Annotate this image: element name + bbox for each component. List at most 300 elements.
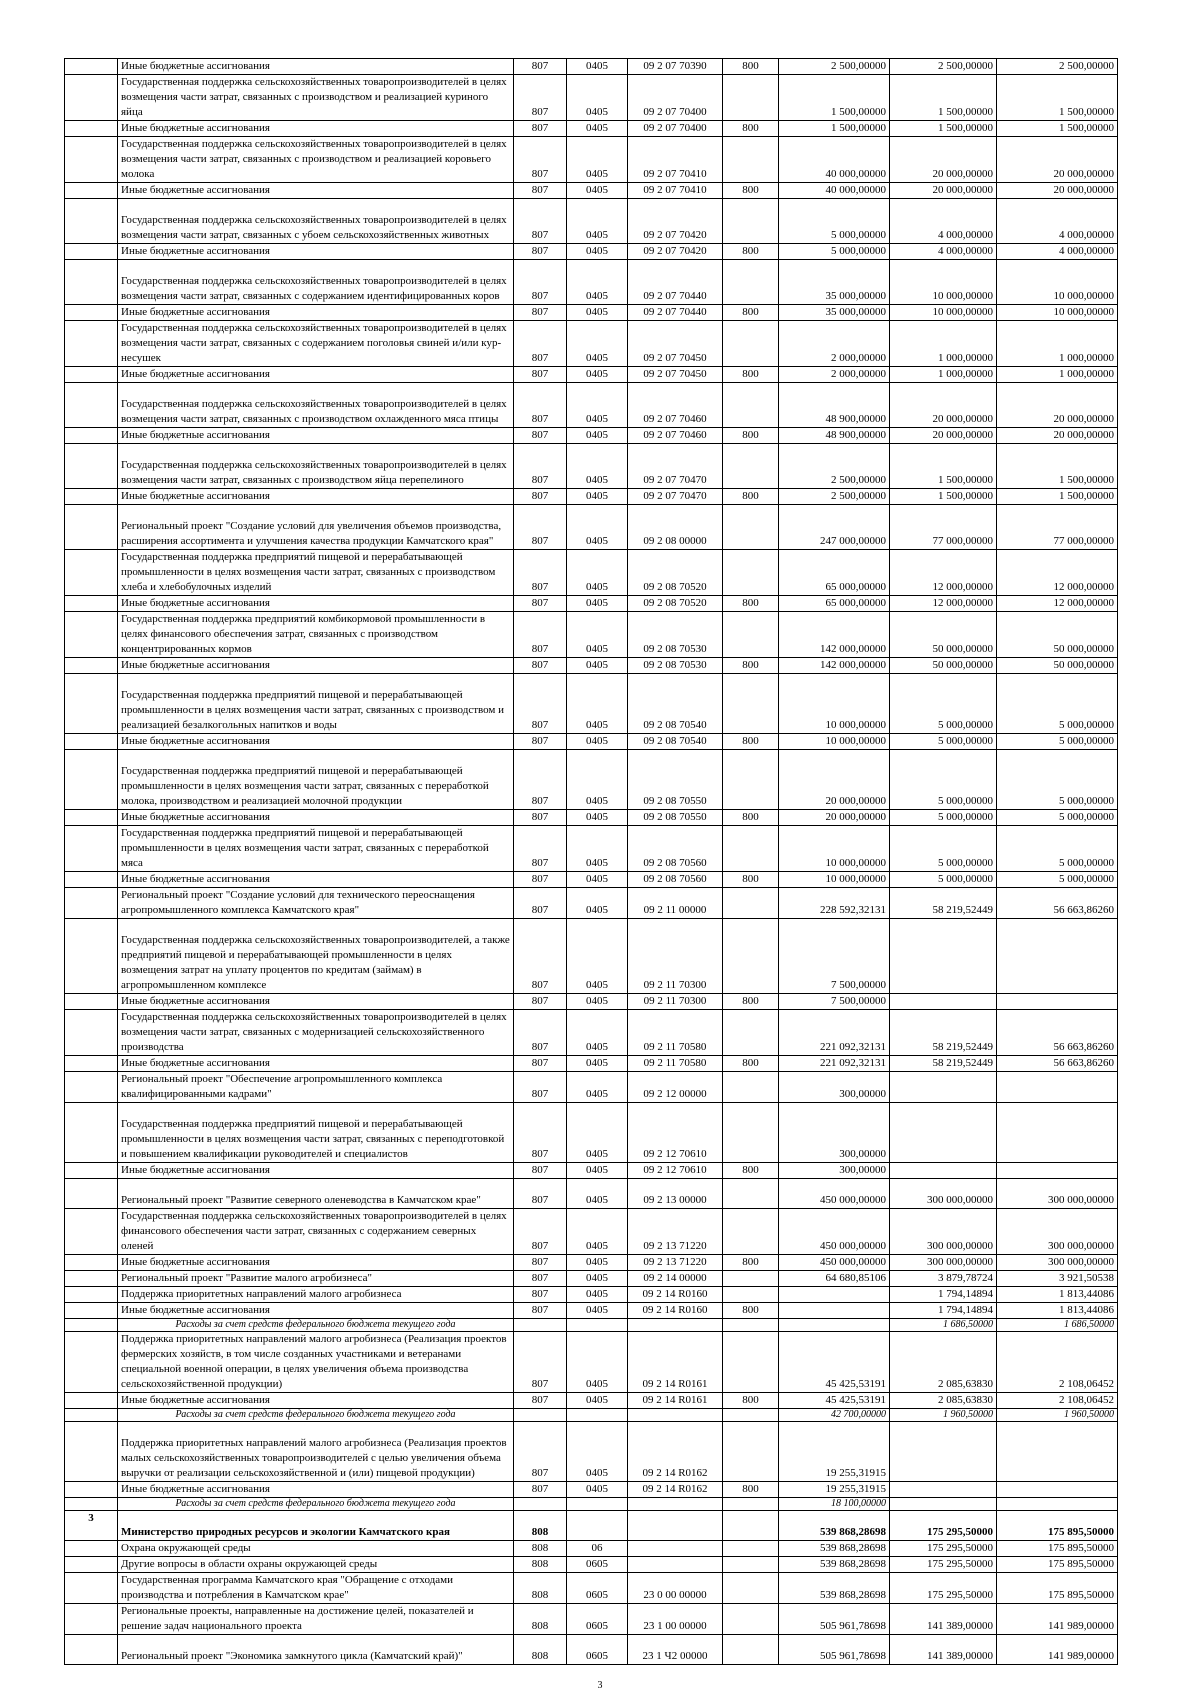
row-grbs: 808 [514, 1541, 567, 1557]
row-amount-year1: 42 700,00000 [779, 1409, 890, 1422]
row-section: 0405 [567, 244, 628, 260]
row-amount-year3: 5 000,00000 [997, 734, 1118, 750]
table-row [65, 1482, 1118, 1498]
table-row [65, 1010, 1118, 1056]
row-expense-type [723, 1635, 779, 1665]
row-target-article: 09 2 08 70550 [628, 750, 723, 810]
row-target-article: 09 2 12 70610 [628, 1163, 723, 1179]
row-amount-year3: 1 000,00000 [997, 367, 1118, 383]
row-target-article: 09 2 14 R0162 [628, 1422, 723, 1482]
row-amount-year3: 5 000,00000 [997, 810, 1118, 826]
row-amount-year3: 12 000,00000 [997, 550, 1118, 596]
row-amount-year3: 20 000,00000 [997, 137, 1118, 183]
row-number [65, 1482, 118, 1498]
table-row [65, 1163, 1118, 1179]
row-amount-year3: 175 895,50000 [997, 1557, 1118, 1573]
row-expense-type: 800 [723, 489, 779, 505]
row-grbs: 807 [514, 826, 567, 872]
row-amount-year2: 2 085,63830 [890, 1332, 997, 1393]
row-section: 0405 [567, 444, 628, 489]
row-grbs: 807 [514, 919, 567, 994]
row-name: Иные бюджетные ассигнования [118, 596, 514, 612]
row-number [65, 1103, 118, 1163]
row-target-article: 09 2 11 70580 [628, 1010, 723, 1056]
row-number [65, 919, 118, 994]
row-expense-type: 800 [723, 121, 779, 137]
row-expense-type [723, 1103, 779, 1163]
row-amount-year1: 18 100,00000 [779, 1498, 890, 1511]
row-name: Иные бюджетные ассигнования [118, 1303, 514, 1319]
row-amount-year1: 65 000,00000 [779, 550, 890, 596]
row-grbs: 807 [514, 1163, 567, 1179]
row-amount-year2: 175 295,50000 [890, 1511, 997, 1541]
row-section: 0405 [567, 1287, 628, 1303]
row-amount-year2: 2 500,00000 [890, 59, 997, 75]
row-grbs: 807 [514, 1179, 567, 1209]
row-target-article: 09 2 11 00000 [628, 888, 723, 919]
row-target-article: 09 2 07 70420 [628, 244, 723, 260]
row-section: 0405 [567, 1010, 628, 1056]
row-name: Государственная поддержка сельскохозяйственных товаропроизводителей в целях возмещения части затрат, связанных с убоем сельскохозяйственных животных [118, 199, 514, 244]
row-amount-year2: 300 000,00000 [890, 1255, 997, 1271]
row-amount-year3: 5 000,00000 [997, 826, 1118, 872]
row-amount-year1: 539 868,28698 [779, 1573, 890, 1604]
row-section [567, 1498, 628, 1511]
row-target-article: 09 2 11 70300 [628, 994, 723, 1010]
row-grbs: 807 [514, 596, 567, 612]
row-grbs: 807 [514, 1072, 567, 1103]
row-name: Региональный проект "Обеспечение агропромышленного комплекса квалифицированными кадрами" [118, 1072, 514, 1103]
table-row [65, 367, 1118, 383]
row-section: 0405 [567, 1072, 628, 1103]
row-amount-year2: 4 000,00000 [890, 199, 997, 244]
table-row [65, 1179, 1118, 1209]
row-number [65, 1573, 118, 1604]
row-name: Расходы за счет средств федерального бюджета текущего года [118, 1498, 514, 1511]
row-grbs: 807 [514, 1287, 567, 1303]
row-amount-year1: 45 425,53191 [779, 1332, 890, 1393]
row-section: 0405 [567, 1103, 628, 1163]
table-row [65, 383, 1118, 428]
table-row [65, 550, 1118, 596]
row-target-article: 09 2 14 R0161 [628, 1332, 723, 1393]
row-target-article: 09 2 14 00000 [628, 1271, 723, 1287]
row-number [65, 1287, 118, 1303]
row-expense-type [723, 1511, 779, 1541]
row-name: Иные бюджетные ассигнования [118, 1482, 514, 1498]
row-grbs [514, 1319, 567, 1332]
row-name: Иные бюджетные ассигнования [118, 994, 514, 1010]
row-number [65, 75, 118, 121]
row-name: Государственная поддержка сельскохозяйственных товаропроизводителей в целях возмещения части затрат, связанных с производством и реализацией куриного яйца [118, 75, 514, 121]
row-section: 0405 [567, 919, 628, 994]
row-amount-year2: 20 000,00000 [890, 383, 997, 428]
row-grbs: 807 [514, 1303, 567, 1319]
row-grbs: 807 [514, 1422, 567, 1482]
row-grbs: 808 [514, 1557, 567, 1573]
row-amount-year3: 1 813,44086 [997, 1287, 1118, 1303]
table-row [65, 244, 1118, 260]
row-section: 0405 [567, 1056, 628, 1072]
table-row [65, 750, 1118, 810]
row-section: 0405 [567, 550, 628, 596]
row-grbs: 807 [514, 367, 567, 383]
row-grbs: 807 [514, 444, 567, 489]
row-grbs: 807 [514, 750, 567, 810]
row-amount-year1: 2 500,00000 [779, 444, 890, 489]
row-expense-type: 800 [723, 1255, 779, 1271]
row-grbs: 807 [514, 137, 567, 183]
row-amount-year3 [997, 1422, 1118, 1482]
row-amount-year2: 1 794,14894 [890, 1303, 997, 1319]
row-grbs: 808 [514, 1635, 567, 1665]
row-amount-year1: 10 000,00000 [779, 674, 890, 734]
row-amount-year2: 20 000,00000 [890, 183, 997, 199]
table-row [65, 489, 1118, 505]
row-grbs: 807 [514, 734, 567, 750]
table-row [65, 1393, 1118, 1409]
row-expense-type [723, 1541, 779, 1557]
row-amount-year2: 58 219,52449 [890, 1010, 997, 1056]
row-amount-year2: 3 879,78724 [890, 1271, 997, 1287]
row-number [65, 1604, 118, 1635]
row-number [65, 1422, 118, 1482]
row-amount-year3: 56 663,86260 [997, 1010, 1118, 1056]
row-name: Другие вопросы в области охраны окружающей среды [118, 1557, 514, 1573]
row-target-article: 23 1 Ч2 00000 [628, 1635, 723, 1665]
row-number [65, 994, 118, 1010]
table-row [65, 872, 1118, 888]
federal-budget-note-row [65, 1409, 1118, 1422]
row-target-article: 09 2 13 71220 [628, 1255, 723, 1271]
row-number [65, 260, 118, 305]
row-section: 0405 [567, 1482, 628, 1498]
row-target-article: 23 0 00 00000 [628, 1573, 723, 1604]
row-amount-year1: 221 092,32131 [779, 1056, 890, 1072]
table-row [65, 321, 1118, 367]
row-target-article: 09 2 07 70390 [628, 59, 723, 75]
row-amount-year1: 142 000,00000 [779, 612, 890, 658]
row-section: 0405 [567, 137, 628, 183]
table-row [65, 1573, 1118, 1604]
row-amount-year3: 4 000,00000 [997, 199, 1118, 244]
row-number [65, 183, 118, 199]
row-amount-year2 [890, 1422, 997, 1482]
row-target-article: 09 2 08 70550 [628, 810, 723, 826]
row-amount-year3: 1 960,50000 [997, 1409, 1118, 1422]
row-number [65, 810, 118, 826]
row-amount-year2: 1 960,50000 [890, 1409, 997, 1422]
row-amount-year1: 19 255,31915 [779, 1482, 890, 1498]
row-grbs: 807 [514, 305, 567, 321]
row-expense-type [723, 919, 779, 994]
row-amount-year2: 5 000,00000 [890, 810, 997, 826]
row-expense-type [723, 1319, 779, 1332]
row-amount-year2: 175 295,50000 [890, 1573, 997, 1604]
table-row [65, 444, 1118, 489]
row-amount-year3 [997, 919, 1118, 994]
row-number [65, 1319, 118, 1332]
row-amount-year3: 20 000,00000 [997, 383, 1118, 428]
row-name: Региональный проект "Создание условий для увеличения объемов производства, расширения ассортимента и улучшения качества продукции Камчатского края" [118, 505, 514, 550]
row-amount-year2: 77 000,00000 [890, 505, 997, 550]
row-name: Поддержка приоритетных направлений малого агробизнеса [118, 1287, 514, 1303]
row-section: 0405 [567, 674, 628, 734]
row-expense-type: 800 [723, 59, 779, 75]
row-expense-type [723, 612, 779, 658]
row-name: Иные бюджетные ассигнования [118, 305, 514, 321]
row-amount-year3: 300 000,00000 [997, 1255, 1118, 1271]
row-amount-year3: 175 895,50000 [997, 1511, 1118, 1541]
row-grbs: 807 [514, 428, 567, 444]
row-section: 0605 [567, 1604, 628, 1635]
row-grbs: 807 [514, 1056, 567, 1072]
row-amount-year2: 1 000,00000 [890, 321, 997, 367]
row-grbs: 807 [514, 810, 567, 826]
row-section: 0405 [567, 428, 628, 444]
row-grbs: 807 [514, 888, 567, 919]
row-expense-type: 800 [723, 734, 779, 750]
row-name: Иные бюджетные ассигнования [118, 367, 514, 383]
row-amount-year1: 64 680,85106 [779, 1271, 890, 1287]
row-number [65, 1332, 118, 1393]
row-grbs: 808 [514, 1511, 567, 1541]
row-amount-year3: 175 895,50000 [997, 1573, 1118, 1604]
row-amount-year3: 12 000,00000 [997, 596, 1118, 612]
row-number [65, 674, 118, 734]
row-name: Иные бюджетные ассигнования [118, 1163, 514, 1179]
row-grbs: 807 [514, 183, 567, 199]
row-section: 06 [567, 1541, 628, 1557]
row-name: Государственная поддержка сельскохозяйственных товаропроизводителей в целях возмещения части затрат, связанных с содержанием идентифицированных коров [118, 260, 514, 305]
row-number [65, 658, 118, 674]
table-row [65, 1072, 1118, 1103]
table-row [65, 260, 1118, 305]
row-name: Поддержка приоритетных направлений малого агробизнеса (Реализация проектов малых сельскохозяйственных товаропроизводителей с целью увеличения объема выручки от реализации сельскохозяйственной и (или) пищевой продукции) [118, 1422, 514, 1482]
row-grbs: 807 [514, 1103, 567, 1163]
row-grbs: 807 [514, 59, 567, 75]
row-expense-type [723, 888, 779, 919]
row-amount-year1: 2 500,00000 [779, 59, 890, 75]
row-target-article: 09 2 07 70450 [628, 321, 723, 367]
row-target-article: 09 2 07 70420 [628, 199, 723, 244]
row-section: 0405 [567, 383, 628, 428]
row-section: 0405 [567, 734, 628, 750]
row-amount-year2: 175 295,50000 [890, 1541, 997, 1557]
row-name: Расходы за счет средств федерального бюджета текущего года [118, 1319, 514, 1332]
row-amount-year1: 142 000,00000 [779, 658, 890, 674]
table-row [65, 994, 1118, 1010]
row-amount-year2: 141 389,00000 [890, 1635, 997, 1665]
row-number [65, 872, 118, 888]
row-amount-year3: 300 000,00000 [997, 1209, 1118, 1255]
row-name: Иные бюджетные ассигнования [118, 428, 514, 444]
row-grbs: 808 [514, 1604, 567, 1635]
table-row [65, 1209, 1118, 1255]
row-section: 0405 [567, 59, 628, 75]
table-row [65, 658, 1118, 674]
row-amount-year3 [997, 1498, 1118, 1511]
row-name: Государственная поддержка предприятий пищевой и перерабатывающей промышленности в целях возмещения части затрат, связанных с переподготовкой и повышением квалификации руководителей и специалистов [118, 1103, 514, 1163]
row-amount-year3: 5 000,00000 [997, 872, 1118, 888]
row-amount-year1: 20 000,00000 [779, 750, 890, 810]
row-amount-year2: 1 500,00000 [890, 75, 997, 121]
row-name: Государственная поддержка предприятий пищевой и перерабатывающей промышленности в целях возмещения части затрат, связанных с переработкой молока, производством и реализацией молочной продукции [118, 750, 514, 810]
row-name: Иные бюджетные ассигнования [118, 489, 514, 505]
row-amount-year3: 3 921,50538 [997, 1271, 1118, 1287]
row-number [65, 826, 118, 872]
row-amount-year1: 1 500,00000 [779, 75, 890, 121]
table-row [65, 137, 1118, 183]
row-amount-year1: 20 000,00000 [779, 810, 890, 826]
row-number [65, 244, 118, 260]
row-amount-year3 [997, 1163, 1118, 1179]
row-number [65, 321, 118, 367]
table-row [65, 1255, 1118, 1271]
row-grbs: 807 [514, 75, 567, 121]
row-name: Иные бюджетные ассигнования [118, 183, 514, 199]
row-amount-year1: 35 000,00000 [779, 305, 890, 321]
row-target-article: 09 2 08 00000 [628, 505, 723, 550]
row-expense-type: 800 [723, 1482, 779, 1498]
row-amount-year3: 141 989,00000 [997, 1635, 1118, 1665]
row-number [65, 1393, 118, 1409]
row-grbs: 807 [514, 121, 567, 137]
row-amount-year2 [890, 1103, 997, 1163]
row-number [65, 1163, 118, 1179]
row-grbs: 807 [514, 612, 567, 658]
row-section: 0405 [567, 596, 628, 612]
row-amount-year1: 5 000,00000 [779, 199, 890, 244]
row-amount-year1: 505 961,78698 [779, 1604, 890, 1635]
row-name: Иные бюджетные ассигнования [118, 244, 514, 260]
row-name: Иные бюджетные ассигнования [118, 1255, 514, 1271]
row-expense-type: 800 [723, 1056, 779, 1072]
row-grbs: 807 [514, 994, 567, 1010]
row-amount-year3: 1 000,00000 [997, 321, 1118, 367]
row-amount-year1: 300,00000 [779, 1072, 890, 1103]
row-amount-year3: 2 108,06452 [997, 1332, 1118, 1393]
row-number [65, 1179, 118, 1209]
row-amount-year2: 300 000,00000 [890, 1179, 997, 1209]
table-row [65, 305, 1118, 321]
row-expense-type [723, 260, 779, 305]
row-number [65, 888, 118, 919]
table-row [65, 1103, 1118, 1163]
row-amount-year2: 10 000,00000 [890, 260, 997, 305]
row-amount-year1: 40 000,00000 [779, 183, 890, 199]
row-target-article: 09 2 08 70560 [628, 872, 723, 888]
row-grbs: 807 [514, 658, 567, 674]
row-section: 0405 [567, 872, 628, 888]
row-target-article: 09 2 07 70470 [628, 489, 723, 505]
row-amount-year2: 1 686,50000 [890, 1319, 997, 1332]
row-name: Иные бюджетные ассигнования [118, 810, 514, 826]
row-expense-type [723, 199, 779, 244]
row-name: Государственная поддержка сельскохозяйственных товаропроизводителей в целях возмещения части затрат, связанных с производством охлажденного мяса птицы [118, 383, 514, 428]
row-expense-type [723, 1573, 779, 1604]
row-expense-type: 800 [723, 305, 779, 321]
row-name: Региональные проекты, направленные на достижение целей, показателей и решение задач национального проекта [118, 1604, 514, 1635]
row-grbs: 807 [514, 260, 567, 305]
row-target-article: 09 2 13 00000 [628, 1179, 723, 1209]
row-name: Министерство природных ресурсов и экологии Камчатского края [118, 1511, 514, 1541]
row-expense-type [723, 674, 779, 734]
row-expense-type [723, 1010, 779, 1056]
row-amount-year1: 2 000,00000 [779, 367, 890, 383]
row-section: 0405 [567, 489, 628, 505]
row-amount-year1: 450 000,00000 [779, 1209, 890, 1255]
row-grbs: 807 [514, 674, 567, 734]
row-section: 0405 [567, 1393, 628, 1409]
row-name: Государственная поддержка сельскохозяйственных товаропроизводителей в целях возмещения части затрат, связанных с производством яйца перепелиного [118, 444, 514, 489]
row-amount-year3: 141 989,00000 [997, 1604, 1118, 1635]
row-name: Региональный проект "Развитие северного оленеводства в Камчатском крае" [118, 1179, 514, 1209]
row-amount-year2: 5 000,00000 [890, 674, 997, 734]
budget-table [64, 58, 1118, 1665]
row-target-article [628, 1511, 723, 1541]
row-amount-year3 [997, 994, 1118, 1010]
row-amount-year1 [779, 1287, 890, 1303]
row-grbs: 807 [514, 1482, 567, 1498]
table-row [65, 888, 1118, 919]
row-target-article: 09 2 08 70560 [628, 826, 723, 872]
row-expense-type: 800 [723, 994, 779, 1010]
row-amount-year2: 20 000,00000 [890, 137, 997, 183]
row-amount-year2 [890, 994, 997, 1010]
row-amount-year3 [997, 1103, 1118, 1163]
table-row [65, 1303, 1118, 1319]
row-section: 0405 [567, 321, 628, 367]
table-row [65, 1271, 1118, 1287]
row-target-article: 09 2 07 70400 [628, 75, 723, 121]
row-amount-year2 [890, 1482, 997, 1498]
row-expense-type [723, 444, 779, 489]
row-target-article [628, 1319, 723, 1332]
row-amount-year3: 5 000,00000 [997, 750, 1118, 810]
row-name: Иные бюджетные ассигнования [118, 1393, 514, 1409]
row-name: Государственная поддержка предприятий пищевой и перерабатывающей промышленности в целях возмещения части затрат, связанных с производством и реализацией безалкогольных напитков и воды [118, 674, 514, 734]
row-amount-year1: 539 868,28698 [779, 1511, 890, 1541]
row-amount-year2: 20 000,00000 [890, 428, 997, 444]
row-amount-year1: 10 000,00000 [779, 826, 890, 872]
row-expense-type: 800 [723, 367, 779, 383]
row-section: 0405 [567, 1303, 628, 1319]
row-section: 0405 [567, 1422, 628, 1482]
row-amount-year3: 10 000,00000 [997, 260, 1118, 305]
row-number [65, 1271, 118, 1287]
row-grbs: 807 [514, 383, 567, 428]
row-section [567, 1319, 628, 1332]
row-target-article: 09 2 07 70460 [628, 383, 723, 428]
row-expense-type [723, 137, 779, 183]
row-number [65, 750, 118, 810]
row-grbs [514, 1409, 567, 1422]
federal-budget-note-row [65, 1319, 1118, 1332]
row-grbs: 807 [514, 550, 567, 596]
row-expense-type: 800 [723, 1393, 779, 1409]
row-number [65, 1010, 118, 1056]
row-expense-type [723, 1287, 779, 1303]
row-amount-year1: 450 000,00000 [779, 1179, 890, 1209]
budget-table-body [65, 59, 1118, 1665]
row-number [65, 505, 118, 550]
row-target-article: 09 2 11 70580 [628, 1056, 723, 1072]
row-expense-type [723, 1604, 779, 1635]
row-number [65, 1303, 118, 1319]
row-target-article: 09 2 12 00000 [628, 1072, 723, 1103]
row-number [65, 1409, 118, 1422]
